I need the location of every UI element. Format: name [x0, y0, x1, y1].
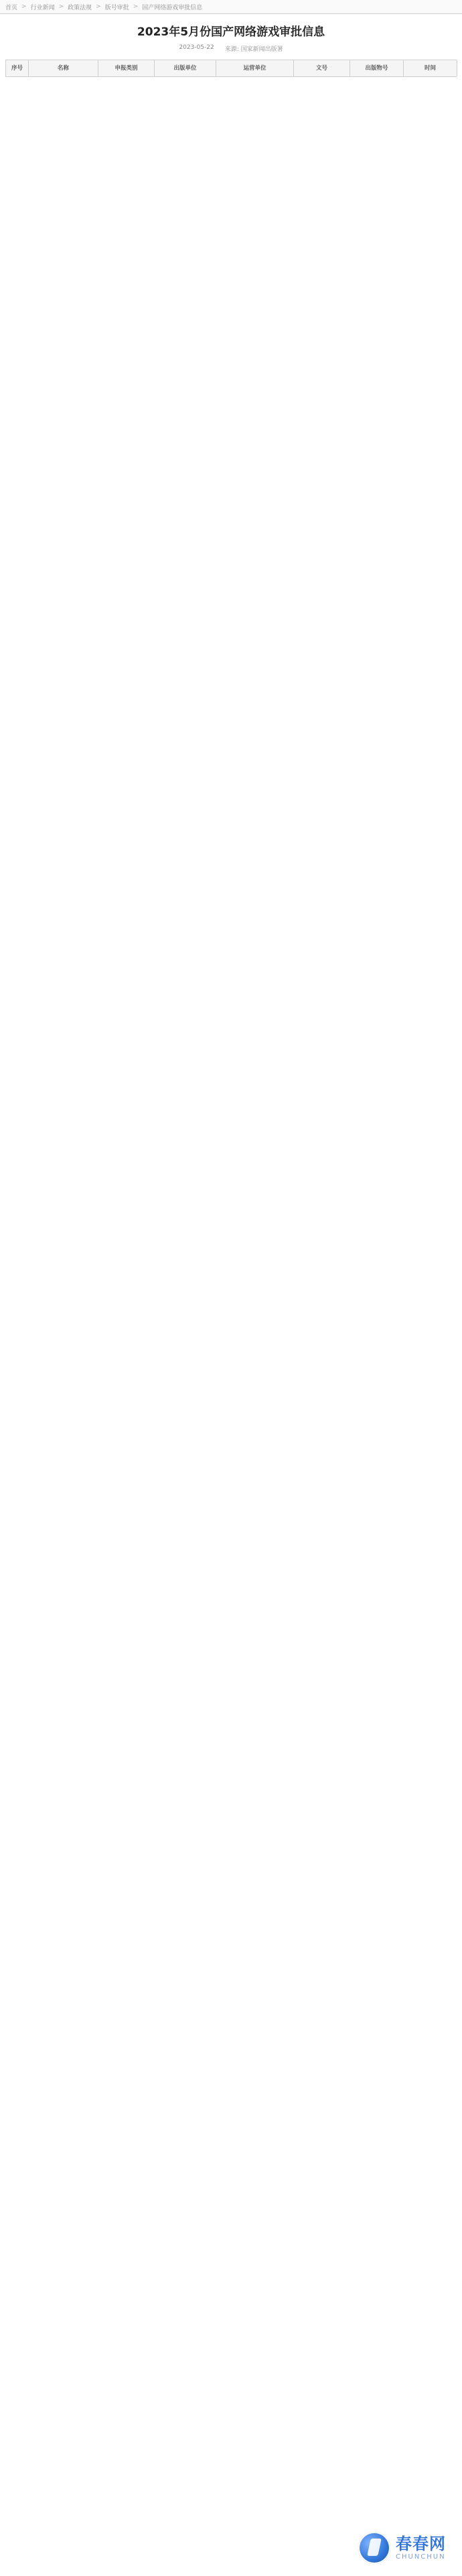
breadcrumb-approval[interactable]: 版号审批	[104, 4, 129, 11]
breadcrumb	[0, 0, 462, 14]
column-header-category: 申报类别	[98, 60, 155, 76]
brand-subtitle: CHUNCHUN	[396, 2553, 446, 2561]
brand-text	[396, 2535, 446, 2560]
table-header-row	[6, 60, 457, 77]
column-header-operator: 运营单位	[216, 60, 294, 76]
publish-date: 2023-05-22	[179, 44, 214, 51]
article-source: 来源: 国家新闻出版署	[224, 46, 283, 53]
article-meta	[5, 44, 457, 53]
brand-logo-icon	[358, 2532, 390, 2564]
breadcrumb-separator: >	[21, 3, 27, 10]
column-header-name: 名称	[29, 60, 98, 76]
breadcrumb-separator: >	[133, 3, 139, 10]
article-content	[5, 22, 457, 77]
approval-table	[5, 60, 457, 77]
brand-name: 春春网	[396, 2534, 446, 2554]
column-header-publisher: 出版单位	[155, 60, 216, 76]
column-header-index: 序号	[6, 60, 29, 76]
breadcrumb-news[interactable]: 行业新闻	[30, 4, 55, 11]
breadcrumb-separator: >	[58, 3, 64, 10]
column-header-date: 时间	[404, 60, 457, 76]
column-header-isbn: 出版物号	[350, 60, 404, 76]
breadcrumb-home[interactable]: 首页	[5, 4, 18, 11]
breadcrumb-current-page: 国产网络游戏审批信息	[142, 4, 203, 11]
breadcrumb-separator: >	[96, 3, 101, 10]
column-header-approval-number: 文号	[294, 60, 350, 76]
breadcrumb-policy[interactable]: 政策法规	[68, 4, 92, 11]
page-title: 2023年5月份国产网络游戏审批信息	[137, 25, 325, 39]
site-watermark	[358, 2532, 446, 2564]
